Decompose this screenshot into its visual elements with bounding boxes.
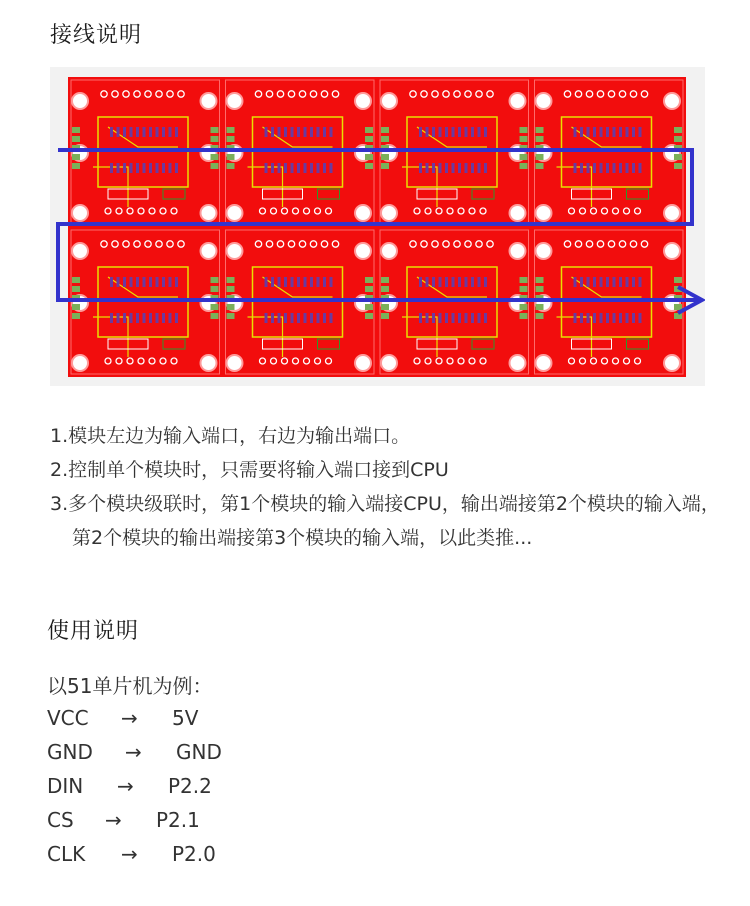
chip-pad: [265, 277, 268, 287]
mounting-hole: [536, 355, 552, 371]
chip-pad: [123, 313, 126, 323]
chip-pad: [439, 277, 442, 287]
side-pad: [520, 163, 528, 169]
chip-pad: [175, 313, 178, 323]
chip-pad: [317, 163, 320, 173]
chip-pad: [432, 313, 435, 323]
side-pad: [72, 127, 80, 133]
chip-pad: [271, 277, 274, 287]
chip-pad: [632, 313, 635, 323]
side-pad: [674, 304, 682, 310]
pin-name: VCC: [47, 706, 89, 730]
side-pad: [381, 313, 389, 319]
chip-pad: [330, 127, 333, 137]
side-pad: [520, 277, 528, 283]
side-pad: [674, 136, 682, 142]
chip-pad: [284, 127, 287, 137]
side-pad: [365, 127, 373, 133]
wiring-notes: [50, 419, 730, 555]
chip-pad: [452, 127, 455, 137]
chip-pad: [169, 163, 172, 173]
mounting-hole: [201, 355, 217, 371]
mounting-hole: [381, 243, 397, 259]
chip-pad: [175, 163, 178, 173]
mounting-hole: [72, 205, 88, 221]
chip-pad: [149, 277, 152, 287]
chip-pad: [323, 277, 326, 287]
side-pad: [536, 127, 544, 133]
mounting-hole: [536, 243, 552, 259]
chip-pad: [478, 163, 481, 173]
side-pad: [520, 127, 528, 133]
chip-pad: [600, 277, 603, 287]
chip-pad: [445, 277, 448, 287]
arrow-icon: →: [117, 774, 134, 798]
side-pad: [211, 286, 219, 292]
chip-pad: [162, 277, 165, 287]
side-pad: [72, 286, 80, 292]
side-pad: [72, 154, 80, 160]
chip-pad: [445, 127, 448, 137]
chip-pad: [136, 127, 139, 137]
chip-pad: [465, 127, 468, 137]
chip-pad: [432, 163, 435, 173]
chip-pad: [278, 277, 281, 287]
side-pad: [674, 277, 682, 283]
chip-pad: [458, 277, 461, 287]
chip-pad: [478, 313, 481, 323]
arrow-icon: →: [121, 706, 138, 730]
chip-pad: [458, 313, 461, 323]
chip-pad: [271, 313, 274, 323]
chip-pad: [465, 277, 468, 287]
side-pad: [227, 136, 235, 142]
chip-pad: [574, 127, 577, 137]
chip-pad: [452, 163, 455, 173]
pin-name: GND: [47, 740, 93, 764]
chip-pad: [291, 277, 294, 287]
mounting-hole: [510, 243, 526, 259]
chip-pad: [136, 163, 139, 173]
chip-pad: [613, 163, 616, 173]
side-pad: [211, 136, 219, 142]
chip-pad: [271, 163, 274, 173]
chip-pad: [317, 277, 320, 287]
side-pad: [211, 313, 219, 319]
chip-pad: [593, 313, 596, 323]
mounting-hole: [536, 205, 552, 221]
mounting-hole: [355, 243, 371, 259]
chip-pad: [484, 163, 487, 173]
mounting-hole: [355, 93, 371, 109]
chip-pad: [323, 163, 326, 173]
pin-name: DIN: [47, 774, 84, 798]
chip-pad: [458, 127, 461, 137]
chip-pad: [478, 127, 481, 137]
chip-pad: [426, 127, 429, 137]
chip-pad: [117, 127, 120, 137]
chip-pad: [169, 313, 172, 323]
arrow-icon: →: [105, 808, 122, 832]
side-pad: [365, 163, 373, 169]
chip-pad: [632, 277, 635, 287]
chip-pad: [426, 277, 429, 287]
chip-pad: [278, 313, 281, 323]
side-pad: [381, 277, 389, 283]
side-pad: [72, 313, 80, 319]
chip-pad: [156, 163, 159, 173]
chip-pad: [587, 313, 590, 323]
chip-pad: [291, 163, 294, 173]
chip-pad: [580, 313, 583, 323]
chip-pad: [580, 127, 583, 137]
chip-pad: [317, 127, 320, 137]
chip-pad: [419, 127, 422, 137]
chip-pad: [439, 127, 442, 137]
chip-pad: [606, 163, 609, 173]
side-pad: [381, 286, 389, 292]
chip-pad: [323, 313, 326, 323]
mounting-hole: [355, 355, 371, 371]
mounting-hole: [227, 205, 243, 221]
chip-pad: [278, 163, 281, 173]
mounting-hole: [72, 355, 88, 371]
chip-pad: [110, 277, 113, 287]
mounting-hole: [227, 243, 243, 259]
side-pad: [227, 154, 235, 160]
chip-pad: [123, 163, 126, 173]
chip-pad: [143, 127, 146, 137]
chip-pad: [574, 163, 577, 173]
side-pad: [365, 286, 373, 292]
side-pad: [227, 304, 235, 310]
chip-pad: [458, 163, 461, 173]
mounting-hole: [664, 93, 680, 109]
chip-pad: [632, 163, 635, 173]
side-pad: [381, 304, 389, 310]
chip-pad: [632, 127, 635, 137]
mounting-hole: [664, 205, 680, 221]
chip-pad: [465, 163, 468, 173]
chip-pad: [284, 163, 287, 173]
mounting-hole: [201, 205, 217, 221]
chip-pad: [297, 163, 300, 173]
side-pad: [674, 163, 682, 169]
chip-pad: [149, 163, 152, 173]
side-pad: [211, 127, 219, 133]
side-pad: [365, 304, 373, 310]
chip-pad: [419, 277, 422, 287]
chip-pad: [626, 313, 629, 323]
chip-pad: [330, 277, 333, 287]
chip-pad: [593, 163, 596, 173]
chip-pad: [465, 313, 468, 323]
chip-pad: [136, 277, 139, 287]
chip-pad: [143, 163, 146, 173]
chip-pad: [297, 127, 300, 137]
pin-name: CS: [47, 808, 74, 832]
chip-pad: [626, 277, 629, 287]
pin-name: CLK: [47, 842, 86, 866]
side-pad: [211, 304, 219, 310]
chip-pad: [117, 163, 120, 173]
chip-pad: [156, 277, 159, 287]
side-pad: [227, 313, 235, 319]
chip-pad: [130, 163, 133, 173]
side-pad: [227, 277, 235, 283]
side-pad: [72, 304, 80, 310]
chip-pad: [580, 163, 583, 173]
chip-pad: [639, 127, 642, 137]
chip-pad: [123, 127, 126, 137]
pin-target: P2.0: [172, 842, 216, 866]
mounting-hole: [510, 205, 526, 221]
mounting-hole: [664, 355, 680, 371]
side-pad: [536, 313, 544, 319]
chip-pad: [426, 163, 429, 173]
chip-pad: [110, 313, 113, 323]
chip-pad: [419, 163, 422, 173]
chip-pad: [265, 163, 268, 173]
chip-pad: [593, 127, 596, 137]
mounting-hole: [381, 355, 397, 371]
side-pad: [381, 127, 389, 133]
chip-pad: [587, 127, 590, 137]
chip-pad: [452, 313, 455, 323]
side-pad: [520, 136, 528, 142]
chip-pad: [445, 313, 448, 323]
mounting-hole: [227, 93, 243, 109]
pcb-board: [68, 77, 686, 377]
side-pad: [381, 154, 389, 160]
chip-pad: [600, 127, 603, 137]
side-pad: [365, 313, 373, 319]
side-pad: [365, 154, 373, 160]
chip-pad: [471, 127, 474, 137]
chip-pad: [130, 127, 133, 137]
chip-pad: [149, 127, 152, 137]
pcb-cascade-image: [50, 67, 705, 386]
chip-pad: [304, 127, 307, 137]
chip-pad: [426, 313, 429, 323]
side-pad: [536, 277, 544, 283]
mounting-hole: [510, 355, 526, 371]
side-pad: [674, 154, 682, 160]
side-pad: [365, 277, 373, 283]
chip-pad: [478, 277, 481, 287]
chip-pad: [162, 163, 165, 173]
side-pad: [536, 286, 544, 292]
chip-pad: [606, 277, 609, 287]
chip-pad: [613, 127, 616, 137]
chip-pad: [110, 127, 113, 137]
pin-target: P2.1: [156, 808, 200, 832]
chip-pad: [304, 277, 307, 287]
chip-pad: [587, 277, 590, 287]
mounting-hole: [72, 243, 88, 259]
chip-pad: [432, 277, 435, 287]
chip-pad: [117, 277, 120, 287]
note-1: 1.模块左边为输入端口，右边为输出端口。: [50, 425, 411, 447]
chip-pad: [156, 127, 159, 137]
chip-pad: [297, 313, 300, 323]
chip-pad: [330, 313, 333, 323]
arrow-icon: →: [125, 740, 142, 764]
chip-pad: [587, 163, 590, 173]
side-pad: [72, 136, 80, 142]
side-pad: [381, 136, 389, 142]
chip-pad: [626, 127, 629, 137]
chip-pad: [284, 277, 287, 287]
note-3: 3.多个模块级联时，第1个模块的输入端接CPU，输出端接第2个模块的输入端，第2个模块的输出端接第3个模块的输入端，以此类推...: [50, 493, 720, 549]
mounting-hole: [536, 93, 552, 109]
usage-intro: 以51单片机为例：: [47, 674, 213, 698]
side-pad: [520, 304, 528, 310]
side-pad: [536, 163, 544, 169]
side-pad: [674, 313, 682, 319]
chip-pad: [130, 277, 133, 287]
chip-pad: [110, 163, 113, 173]
chip-pad: [606, 313, 609, 323]
chip-pad: [149, 313, 152, 323]
mounting-hole: [201, 243, 217, 259]
chip-pad: [169, 127, 172, 137]
chip-pad: [271, 127, 274, 137]
pin-target: GND: [176, 740, 222, 764]
chip-pad: [304, 163, 307, 173]
side-pad: [365, 136, 373, 142]
pin-target: P2.2: [168, 774, 212, 798]
side-pad: [227, 163, 235, 169]
side-pad: [520, 286, 528, 292]
chip-pad: [123, 277, 126, 287]
chip-pad: [156, 313, 159, 323]
mounting-hole: [72, 93, 88, 109]
side-pad: [72, 277, 80, 283]
chip-pad: [439, 163, 442, 173]
chip-pad: [284, 313, 287, 323]
chip-pad: [310, 163, 313, 173]
chip-pad: [639, 277, 642, 287]
chip-pad: [162, 313, 165, 323]
side-pad: [211, 163, 219, 169]
chip-pad: [304, 313, 307, 323]
chip-pad: [297, 277, 300, 287]
chip-pad: [291, 127, 294, 137]
chip-pad: [136, 313, 139, 323]
side-pad: [227, 286, 235, 292]
chip-pad: [619, 277, 622, 287]
side-pad: [520, 313, 528, 319]
usage-heading: 使用说明: [47, 619, 140, 644]
chip-pad: [432, 127, 435, 137]
chip-pad: [143, 313, 146, 323]
chip-pad: [600, 313, 603, 323]
chip-pad: [291, 313, 294, 323]
chip-pad: [619, 313, 622, 323]
chip-pad: [323, 127, 326, 137]
chip-pad: [278, 127, 281, 137]
chip-pad: [169, 277, 172, 287]
side-pad: [381, 163, 389, 169]
chip-pad: [639, 313, 642, 323]
side-pad: [520, 154, 528, 160]
side-pad: [211, 277, 219, 283]
chip-pad: [310, 277, 313, 287]
chip-pad: [600, 163, 603, 173]
note-2: 2.控制单个模块时，只需要将输入端口接到CPU: [50, 459, 449, 481]
chip-pad: [613, 313, 616, 323]
side-pad: [211, 154, 219, 160]
side-pad: [536, 304, 544, 310]
mounting-hole: [355, 205, 371, 221]
mounting-hole: [227, 355, 243, 371]
chip-pad: [626, 163, 629, 173]
arrow-icon: →: [121, 842, 138, 866]
chip-pad: [419, 313, 422, 323]
chip-pad: [619, 127, 622, 137]
chip-pad: [143, 277, 146, 287]
chip-pad: [117, 313, 120, 323]
chip-pad: [265, 313, 268, 323]
wiring-heading: 接线说明: [50, 23, 143, 48]
side-pad: [227, 127, 235, 133]
chip-pad: [310, 127, 313, 137]
pin-target: 5V: [172, 706, 199, 730]
chip-pad: [574, 277, 577, 287]
chip-pad: [484, 127, 487, 137]
chip-pad: [613, 277, 616, 287]
chip-pad: [484, 277, 487, 287]
mounting-hole: [201, 93, 217, 109]
chip-pad: [445, 163, 448, 173]
chip-pad: [130, 313, 133, 323]
chip-pad: [175, 127, 178, 137]
mounting-hole: [664, 243, 680, 259]
chip-pad: [439, 313, 442, 323]
chip-pad: [330, 163, 333, 173]
chip-pad: [606, 127, 609, 137]
side-pad: [72, 163, 80, 169]
chip-pad: [310, 313, 313, 323]
side-pad: [536, 154, 544, 160]
mounting-hole: [381, 93, 397, 109]
mounting-hole: [381, 205, 397, 221]
chip-pad: [452, 277, 455, 287]
chip-pad: [265, 127, 268, 137]
chip-pad: [162, 127, 165, 137]
side-pad: [674, 127, 682, 133]
chip-pad: [593, 277, 596, 287]
chip-pad: [471, 277, 474, 287]
chip-pad: [619, 163, 622, 173]
pcb-board-graphic: [50, 67, 705, 386]
chip-pad: [580, 277, 583, 287]
chip-pad: [317, 313, 320, 323]
chip-pad: [471, 163, 474, 173]
chip-pad: [574, 313, 577, 323]
chip-pad: [175, 277, 178, 287]
mounting-hole: [510, 93, 526, 109]
side-pad: [536, 136, 544, 142]
chip-pad: [639, 163, 642, 173]
chip-pad: [484, 313, 487, 323]
chip-pad: [471, 313, 474, 323]
